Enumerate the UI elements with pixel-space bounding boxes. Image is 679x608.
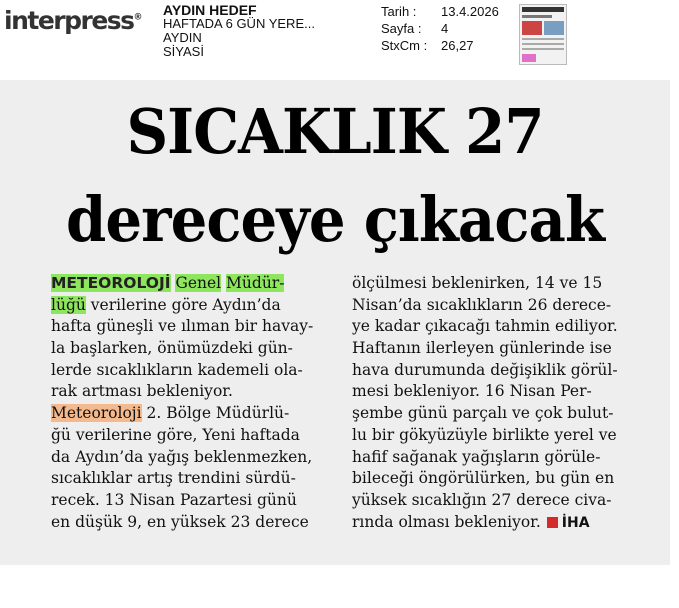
text-line: lerde sıcaklıkların kademeli ola- (51, 360, 303, 379)
page-row (381, 20, 499, 37)
text-fragment: 2. Bölge Müdürlü- (141, 404, 290, 423)
date-label: Tarih : (381, 4, 417, 19)
interpress-logo (4, 6, 143, 35)
article-column-2 (352, 273, 618, 533)
article-headline (23, 88, 646, 264)
text-line: mesi bekleniyor. 16 Nisan Per- (352, 382, 592, 401)
stxcm-label: StxCm : (381, 38, 428, 53)
clipping-meta (381, 3, 499, 54)
page-thumbnail[interactable] (519, 4, 567, 65)
text-fragment: verilerine göre Aydın’da (85, 295, 281, 314)
text-line: sıcaklıklar artış trendini sürdü- (51, 469, 296, 488)
clipping-header (0, 0, 679, 80)
text-line: hafif sağanak yağışların görüle- (352, 447, 601, 466)
text-line: hafta güneşli ve ılıman bir havay- (51, 317, 314, 336)
article-panel (0, 80, 670, 565)
text-line: şembe günü parçalı ve çok bulut- (352, 404, 614, 423)
text-line: rak artması bekleniyor. (51, 382, 233, 401)
page-value: 4 (441, 21, 449, 36)
text-line (51, 403, 313, 425)
text-line: bileceği öngörülürken, bu gün en (352, 469, 615, 488)
news-source: İHA (561, 514, 590, 531)
text-line (51, 273, 313, 295)
text-line: Nisan’da sıcaklıkların 26 derece- (352, 295, 612, 314)
date-row (381, 3, 499, 20)
publication-info (163, 3, 315, 59)
text-line: Haftanın ilerleyen günlerinde ise (352, 339, 612, 358)
date-value: 13.4.2026 (441, 4, 499, 19)
text-line: ye kadar çıkacağı tahmin ediliyor. (352, 317, 618, 336)
stxcm-value: 26,27 (441, 38, 474, 53)
registered-mark: ® (133, 12, 143, 23)
text-line: recek. 13 Nisan Pazartesi günü (51, 490, 297, 509)
text-line: lu bir gökyüzüyle birlikte yerel ve (352, 425, 617, 444)
publication-name: AYDIN HEDEF (163, 2, 257, 18)
text-line: yüksek sıcaklığın 27 derece civa- (352, 490, 612, 509)
headline-line-1: SICAKLIK 27 (126, 95, 544, 168)
highlight-word: Müdür- (226, 274, 285, 292)
highlight-word: lüğü (51, 295, 86, 314)
logo-text: interpress (4, 6, 134, 35)
article-column-1 (51, 273, 313, 533)
text-line (352, 512, 618, 534)
text-line: hava durumunda değişiklik görül- (352, 360, 618, 379)
highlight-word: Genel (175, 274, 222, 292)
text-line: la başlarken, önümüzdeki gün- (51, 339, 293, 358)
page-label: Sayfa : (381, 21, 422, 36)
lead-word: METEOROLOJİ (51, 274, 171, 292)
highlight-word: Meteoroloji (51, 404, 142, 423)
publication-frequency: HAFTADA 6 GÜN YERE... (163, 16, 315, 31)
end-square-icon (547, 517, 558, 528)
text-fragment: rında olması bekleniyor. (352, 512, 541, 531)
text-line (51, 295, 313, 317)
text-line: ğü verilerine göre, Yeni haftada (51, 425, 300, 444)
stxcm-row (381, 37, 499, 54)
publication-category: SİYASİ (163, 44, 204, 59)
text-line: en düşük 9, en yüksek 23 derece (51, 512, 309, 531)
publication-city: AYDIN (163, 30, 202, 45)
headline-line-2: dereceye çıkacak (65, 183, 604, 256)
text-line: ölçülmesi beklenirken, 14 ve 15 (352, 274, 603, 292)
text-line: da Aydın’da yağış beklenmezken, (51, 447, 313, 466)
